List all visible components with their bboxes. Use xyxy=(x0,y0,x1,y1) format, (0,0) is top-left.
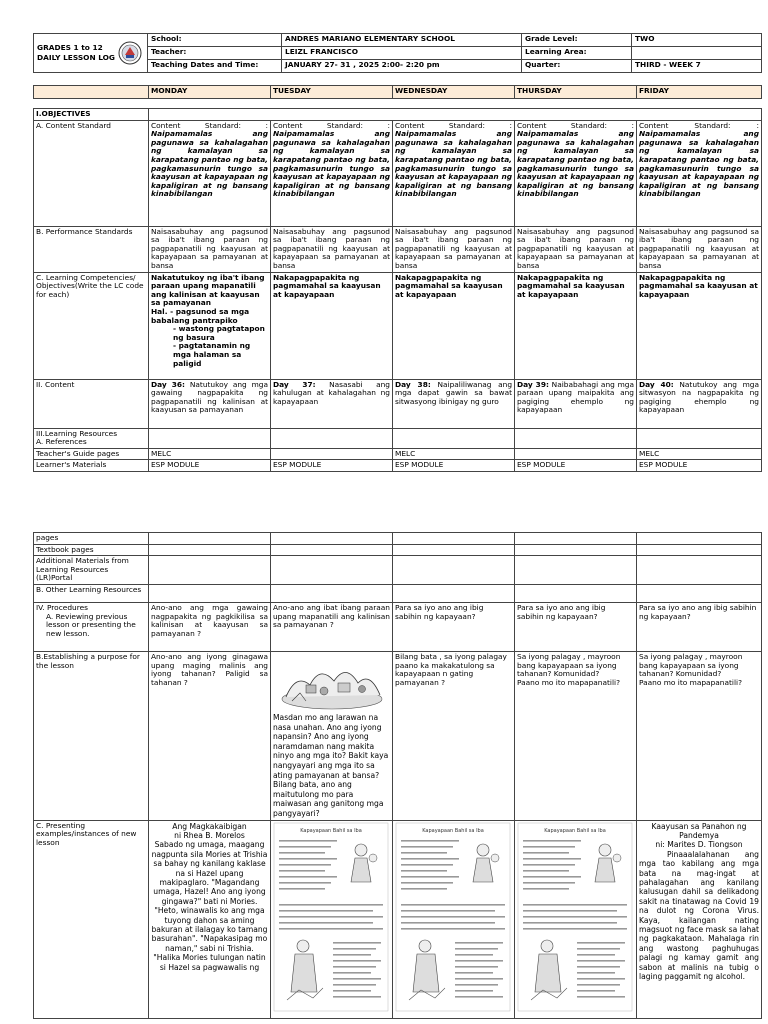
comp-wed: Nakapagpapakita ng pagmamahal sa kaayusan at kapayapaan xyxy=(393,272,515,379)
svg-text:Kapayapaan Bahil sa Iba: Kapayapaan Bahil sa Iba xyxy=(544,827,606,834)
cs-text: Naipamamalas ang pagunawa sa kahalagahan ng kamalayan sa karapatang pantao ng bata, pagkamasunurin tungo sa kaayusan at kapayapaan ng kapaligiran at ng bansang kinabibilangan xyxy=(517,129,634,199)
day-tuesday: TUESDAY xyxy=(271,86,393,99)
quarter-value: THIRD - WEEK 7 xyxy=(632,60,762,73)
content-standard-tue: Content Standard: : Naipamamalas ang pagunawa sa kahalagahan ng kamalayan sa karapatang pantao ng bata, pagkamasunurin tungo sa kaayusan at kapayapaan ng kapaligiran at ng bansang kinabibilangan xyxy=(271,120,393,226)
day-number: Day 38: xyxy=(395,379,431,389)
content-standard-mon: Content Standard: : Naipamamalas ang pagunawa sa kahalagahan ng kamalayan sa karapatang pantao ng bata, pagkamasunurin tungo sa kaayusan at kapayapaan ng kapaligiran at ng bansang kinabibilangan xyxy=(149,120,271,226)
content-text: Naipaliliwanag ang mga dapat gawin sa bawat sitwasyong ibinigay ng guro xyxy=(395,379,513,406)
lesson-table-continued xyxy=(33,532,762,1019)
guide-fri: MELC xyxy=(637,448,762,460)
day-number: Day 39: xyxy=(517,379,549,389)
module-page-image xyxy=(395,822,512,1015)
objectives-blank xyxy=(149,109,762,121)
resources-heading: III.Learning Resources xyxy=(36,428,118,438)
learner-label: Learner's Materials xyxy=(34,460,149,472)
dates-value: JANUARY 27- 31 , 2025 2:00- 2:20 pm xyxy=(282,60,522,73)
review-heading: A. Reviewing previous lesson or presenting the new lesson. xyxy=(46,611,136,638)
comp-mon-ex3: - pagtatanamin ng mga halaman sa paligid xyxy=(173,341,251,368)
purpose-thu-q1: Sa iyong palagay , mayroon bang kapayapaan sa iyong tahanan? Komunidad? xyxy=(517,651,621,679)
cell xyxy=(637,556,762,585)
comp-thu: Nakapagpapakita ng pagmamahal sa kaayusan at kapayapaan xyxy=(515,272,637,379)
competencies-label: C. Learning Competencies/ Objectives(Write the LC code for each) xyxy=(34,272,149,379)
purpose-tue xyxy=(271,651,393,820)
lesson-table xyxy=(33,85,762,472)
cs-prefix: Content Standard: xyxy=(517,120,608,130)
content-standard-wed: Content Standard: : Naipamamalas ang pagunawa sa kahalagahan ng kamalayan sa karapatang pantao ng bata, pagkamasunurin tungo sa kaayusan at kapayapaan ng kapaligiran at ng bansang kinabibilangan xyxy=(393,120,515,226)
day-thursday: THURSDAY xyxy=(515,86,637,99)
perf-mon: Naisasabuhay ang pagsunod sa iba't ibang paraan ng pagpapanatili ng kaayusan at kapayapaan sa pamayanan at bansa xyxy=(149,226,271,272)
procedures-heading: IV. Procedures xyxy=(36,602,88,612)
school-label: School: xyxy=(148,34,282,47)
day-monday: MONDAY xyxy=(149,86,271,99)
story-text: Sabado ng umaga, maagang nagpunta sila Mories at Trishia sa bahay ng kanilang kaklase na si Hazel upang makipaglaro. "Magandang umaga, Hazel! Ano ang iyong gingawa?" bati ni Mories. "Heto, winawalis ko ang mga tuyong dahon sa aming bakuran at ilalagay ko tamang basurahan". "Napakasipag mo naman," sabi ni Trishia. "Halika Mories tulungan natin si Hazel sa pagwawalis ng xyxy=(151,840,268,972)
other-resources-label: B. Other Learning Resources xyxy=(34,584,149,602)
page-one xyxy=(0,0,768,470)
cs-prefix: Content Standard: xyxy=(151,120,242,130)
cell xyxy=(271,544,393,556)
dll-label: DAILY LESSON LOG xyxy=(37,53,115,62)
res-fri xyxy=(637,428,762,448)
review-fri: Para sa iyo ano ang ibig sabihin ng kapayaan? xyxy=(637,602,762,651)
cs-text: Naipamamalas ang pagunawa sa kahalagahan ng kamalayan sa karapatang pantao ng bata, pagkamasunurin tungo sa kaayusan at kapayapaan ng kapaligiran at ng bansang kinabibilangan xyxy=(273,129,390,199)
day-number: Day 37: xyxy=(273,379,316,389)
pages-label: pages xyxy=(34,533,149,545)
perf-fri: Naisasabuhay ang pagsunod sa iba't ibang paraan ng pagpapanatili ng kaayusan at kapayapaan sa pamayanan at bansa xyxy=(637,226,762,272)
perf-thu: Naisasabuhay ang pagsunod sa iba't ibang paraan ng pagpapanatili ng kaayusan at kapayapaan sa pamayanan at bansa xyxy=(515,226,637,272)
perf-wed: Naisasabuhay ang pagsunod sa iba't ibang paraan ng pagpapanatili ng kaayusan at kapayapaan sa pamayanan at bansa xyxy=(393,226,515,272)
dll-title-cell xyxy=(34,34,148,73)
cell xyxy=(515,533,637,545)
learner-thu: ESP MODULE xyxy=(515,460,637,472)
learner-tue: ESP MODULE xyxy=(271,460,393,472)
purpose-fri-q2: Paano mo ito mapapanatili? xyxy=(639,677,742,687)
comp-fri: Nakapagpapakita ng pagmamahal sa kaayusan at kapayapaan xyxy=(637,272,762,379)
res-mon xyxy=(149,428,271,448)
svg-text:Kapayapaan Bahil sa Iba: Kapayapaan Bahil sa Iba xyxy=(300,827,362,834)
module-page-image xyxy=(273,822,390,1015)
content-text: Natutukoy ang mga sitwasyon na nagpapakita ng pagiging ehemplo ng kapayapaan xyxy=(639,379,759,415)
guide-thu xyxy=(515,448,637,460)
references-heading: A. References xyxy=(36,437,87,447)
cell xyxy=(393,544,515,556)
guide-mon: MELC xyxy=(149,448,271,460)
area-value xyxy=(632,47,762,60)
content-standard-label: A. Content Standard xyxy=(34,120,149,226)
content-label: II. Content xyxy=(34,379,149,428)
comp-tue: Nakapagpapakita ng pagmamahal sa kaayusan at kapayapaan xyxy=(271,272,393,379)
day-wednesday: WEDNESDAY xyxy=(393,86,515,99)
performance-standards-label: B. Performance Standards xyxy=(34,226,149,272)
module-page-image xyxy=(517,822,634,1015)
content-thu xyxy=(515,379,637,428)
purpose-fri xyxy=(637,651,762,820)
cs-text: Naipamamalas ang pagunawa sa kahalagahan ng kamalayan sa karapatang pantao ng bata, pagkamasunurin tungo sa kaayusan at kapayapaan ng kapaligiran at ng bansang kinabibilangan xyxy=(151,129,268,199)
fri-story-title: Kaayusan sa Panahon ng Pandemya xyxy=(651,821,747,840)
quarter-label: Quarter: xyxy=(522,60,632,73)
cell xyxy=(515,544,637,556)
present-fri xyxy=(637,820,762,1018)
res-tue xyxy=(271,428,393,448)
purpose-label: B.Establishing a purpose for the lesson xyxy=(34,651,149,820)
review-tue: Ano-ano ang ibat ibang paraan upang mapanatili ang kalinisan sa pamayanan ? xyxy=(271,602,393,651)
learner-wed: ESP MODULE xyxy=(393,460,515,472)
perf-tue: Naisasabuhay ang pagsunod sa iba't ibang paraan ng pagpapanatili ng kaayusan at kapayapaan sa pamayanan at bansa xyxy=(271,226,393,272)
cell xyxy=(637,544,762,556)
cell xyxy=(271,533,393,545)
grade-label: Grade Level: xyxy=(522,34,632,47)
spacer-row xyxy=(34,99,762,109)
guide-wed: MELC xyxy=(393,448,515,460)
learner-fri: ESP MODULE xyxy=(637,460,762,472)
content-text: Naibabahagi ang mga paraan upang maipakita ang pagiging ehemplo ng kapayapaan xyxy=(517,379,634,415)
module-page-thumbnail xyxy=(273,822,389,1012)
purpose-thu-q2: Paano mo ito mapapanatili? xyxy=(517,677,620,687)
day-friday: FRIDAY xyxy=(637,86,762,99)
cell xyxy=(271,584,393,602)
area-label: Learning Area: xyxy=(522,47,632,60)
textbook-label: Textbook pages xyxy=(34,544,149,556)
cell xyxy=(393,533,515,545)
res-thu xyxy=(515,428,637,448)
guide-tue xyxy=(271,448,393,460)
learner-mon: ESP MODULE xyxy=(149,460,271,472)
cs-text: Naipamamalas ang pagunawa sa kahalagahan ng kamalayan sa karapatang pantao ng bata, pagkamasunurin tungo sa kaayusan at kapayapaan ng kapaligiran at ng bansang kinabibilangan xyxy=(639,129,759,199)
content-tue xyxy=(271,379,393,428)
fri-story-text: Pinaaalalahanan ang mga tao kabilang ang mga bata na mag-ingat at pahalagahan ang kanilang kalusugan dahil sa delikadong sakit na tinatawag na Covid 19 na dulot ng Corona Virus. Kaya, kailangan nating magsuot ng face mask sa lahat ng pagkakataon. Mahalaga rin ang wastong paghuhugas palagi ng kamay gamit ang sabon at malinis na tubig o laging paggamit ng alcohol. xyxy=(639,849,759,981)
story-title: Ang Magkakaibigan xyxy=(172,821,247,831)
svg-text:Kapayapaan Bahil sa Iba: Kapayapaan Bahil sa Iba xyxy=(422,827,484,834)
content-text: Nasasabi ang kahulugan at kahalagahan ng kapayapaan xyxy=(273,379,390,406)
deped-seal-icon xyxy=(118,41,142,65)
guide-label: Teacher's Guide pages xyxy=(34,448,149,460)
res-wed xyxy=(393,428,515,448)
content-standard-fri: Content Standard: : Naipamamalas ang pagunawa sa kahalagahan ng kamalayan sa karapatang pantao ng bata, pagkamasunurin tungo sa kaayusan at kapayapaan ng kapaligiran at ng bansang kinabibilangan xyxy=(637,120,762,226)
purpose-tue-text: Masdan mo ang larawan na nasa unahan. Ano ang iyong napansin? Ano ang iyong naramdaman nang makita ninyo ang mga ito? Bakit kaya nangyayari ang mga ito sa ating pamayanan at bansa? Bilang bata, ano ang maitutulong mo para maiwasan ang ganitong mga pangyayari? xyxy=(273,712,389,818)
cs-prefix: Content Standard: xyxy=(273,120,364,130)
purpose-thu xyxy=(515,651,637,820)
day-number: Day 40: xyxy=(639,379,674,389)
additional-label: Additional Materials from Learning Resources (LR)Portal xyxy=(34,556,149,585)
teacher-label: Teacher: xyxy=(148,47,282,60)
cell xyxy=(637,533,762,545)
garbage-pile-illustration xyxy=(276,655,388,711)
grades-label: GRADES 1 to 12 xyxy=(37,43,103,52)
cell xyxy=(149,544,271,556)
content-mon xyxy=(149,379,271,428)
present-thu xyxy=(515,820,637,1018)
blank-corner xyxy=(34,86,149,99)
present-mon xyxy=(149,820,271,1018)
content-wed xyxy=(393,379,515,428)
comp-mon-ex2: - wastong pagtatapon ng basura xyxy=(173,324,265,342)
dates-label: Teaching Dates and Time: xyxy=(148,60,282,73)
cell xyxy=(393,556,515,585)
review-thu: Para sa iyo ano ang ibig sabihin ng kapayaan? xyxy=(515,602,637,651)
cell xyxy=(149,556,271,585)
resources-label xyxy=(34,428,149,448)
cell xyxy=(637,584,762,602)
cell xyxy=(393,584,515,602)
cell xyxy=(149,584,271,602)
grade-value: TWO xyxy=(632,34,762,47)
comp-mon-main: Nakatutukoy ng iba't ibang paraan upang mapanatili ang kalinisan at kaayusan sa pamayanan xyxy=(151,272,265,308)
present-tue xyxy=(271,820,393,1018)
module-page-thumbnail xyxy=(395,822,511,1012)
content-text: Natutukoy ang mga gawaing nagpapakita ng pagpapanatili ng kalinisan at kaayusan sa pamayanan xyxy=(151,379,268,415)
cell xyxy=(149,533,271,545)
purpose-fri-q1: Sa iyong palagay , mayroon bang kapayapaan sa iyong tahanan? Komunidad? xyxy=(639,651,743,679)
cs-prefix: Content Standard: xyxy=(395,120,486,130)
content-standard-thu: Content Standard: : Naipamamalas ang pagunawa sa kahalagahan ng kamalayan sa karapatang pantao ng bata, pagkamasunurin tungo sa kaayusan at kapayapaan ng kapaligiran at ng bansang kinabibilangan xyxy=(515,120,637,226)
presenting-label: C. Presenting examples/instances of new lesson xyxy=(34,820,149,1018)
content-fri xyxy=(637,379,762,428)
review-label xyxy=(34,602,149,651)
present-wed xyxy=(393,820,515,1018)
header-table xyxy=(33,33,762,73)
review-mon: Ano-ano ang mga gawaing nagpapakita ng pagkikilisa sa kalinisan at kaayusan sa pamayanan ? xyxy=(149,602,271,651)
objectives-heading: I.OBJECTIVES xyxy=(34,109,149,121)
review-wed: Para sa iyo ano ang ibig sabihin ng kapayaan? xyxy=(393,602,515,651)
school-value: ANDRES MARIANO ELEMENTARY SCHOOL xyxy=(282,34,522,47)
cell xyxy=(271,556,393,585)
comp-mon-ex1: Hal. - pagsunod sa mga babalang pantrapiko xyxy=(151,306,250,325)
page-two xyxy=(0,525,768,1024)
cell xyxy=(515,584,637,602)
cs-prefix: Content Standard: xyxy=(639,120,731,130)
teacher-value: LEIZL FRANCISCO xyxy=(282,47,522,60)
purpose-wed: Bilang bata , sa iyong palagay paano ka makakatulong sa kapayapaan n gating pamayanan ? xyxy=(393,651,515,820)
story-author: ni Rhea B. Morelos xyxy=(174,830,245,840)
module-page-thumbnail xyxy=(517,822,633,1012)
cell xyxy=(515,556,637,585)
comp-mon xyxy=(149,272,271,379)
purpose-mon: Ano-ano ang iyong ginagawa upang maging malinis ang iyong tahanan? Paligid sa tahanan ? xyxy=(149,651,271,820)
cs-text: Naipamamalas ang pagunawa sa kahalagahan ng kamalayan sa karapatang pantao ng bata, pagkamasunurin tungo sa kaayusan at kapayapaan ng kapaligiran at ng bansang kinabibilangan xyxy=(395,129,512,199)
fri-story-author: ni: Marites D. Tiongson xyxy=(655,840,743,850)
day-number: Day 36: xyxy=(151,379,186,389)
